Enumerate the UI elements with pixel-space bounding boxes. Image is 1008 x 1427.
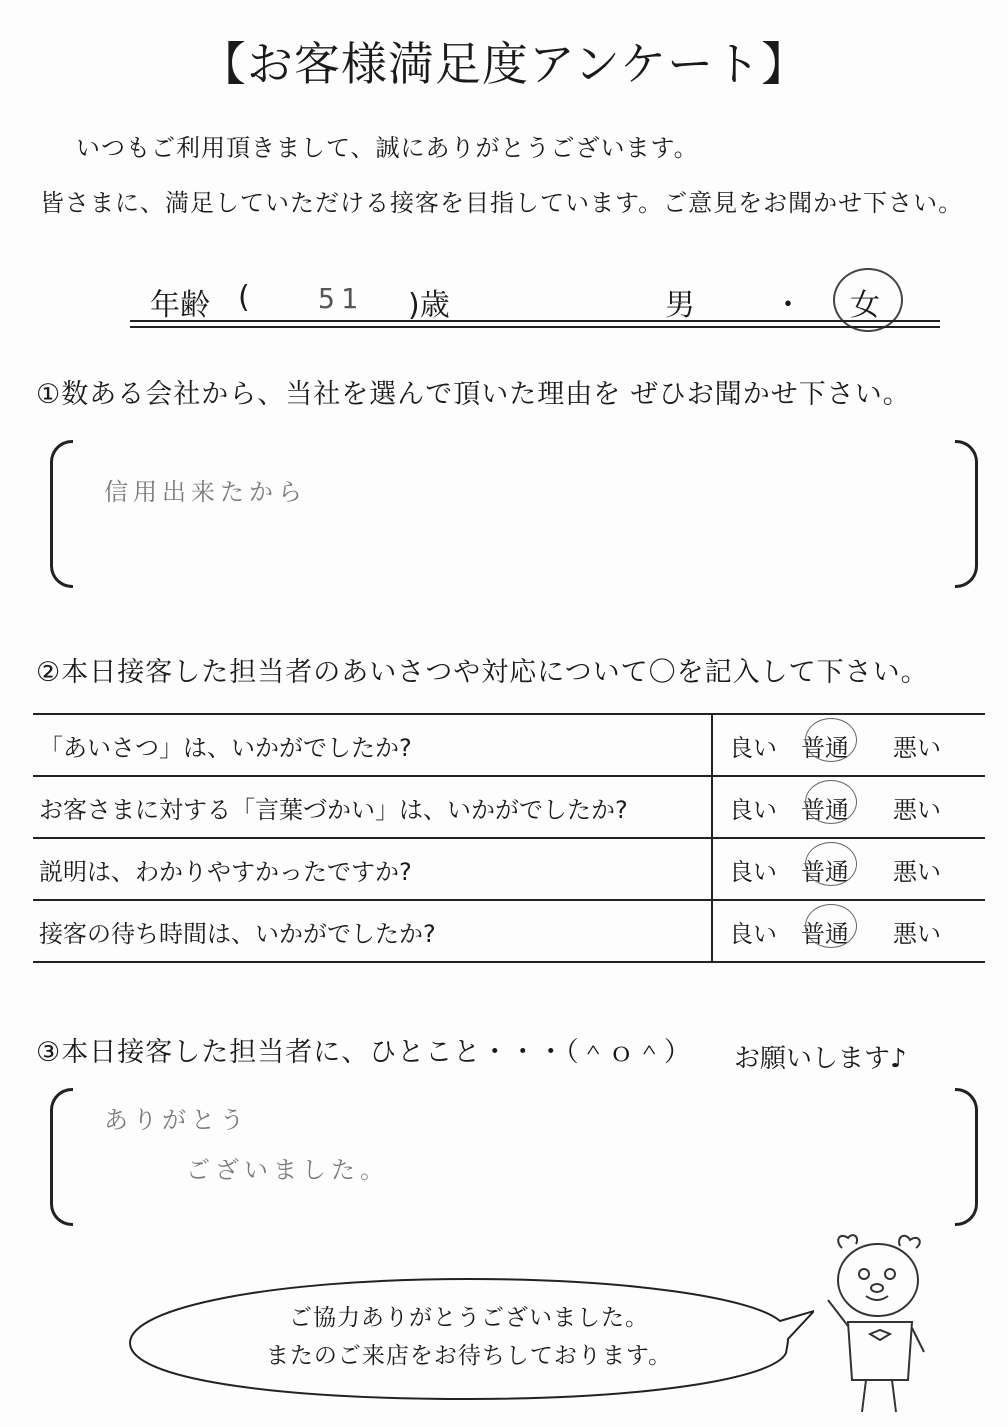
rating-option-label: 良い — [729, 919, 777, 948]
rating-option-label: 悪い — [893, 795, 941, 824]
request-note: お願いします♪ — [734, 1044, 907, 1074]
rating-option[interactable] — [801, 790, 893, 825]
age-unit: )歳 — [408, 288, 450, 323]
selected-circle-mark — [805, 718, 857, 762]
selected-circle-mark — [805, 780, 857, 824]
rating-option-label: 普通 — [801, 857, 849, 886]
rating-option[interactable] — [801, 852, 893, 887]
rating-option-label: 悪い — [893, 857, 941, 886]
speech-bubble-shape — [124, 1265, 814, 1405]
age-open-paren: ( — [238, 280, 250, 315]
answer-3-line-2[interactable]: ございました。 — [186, 1156, 389, 1184]
rating-row — [33, 714, 985, 776]
rating-row — [33, 838, 985, 900]
gender-separator: ・ — [773, 288, 803, 323]
rating-option-label: 良い — [729, 795, 777, 824]
rating-option-label: 普通 — [801, 795, 849, 824]
rating-option[interactable] — [729, 852, 801, 887]
rating-option-label: 普通 — [801, 919, 849, 948]
rating-question: 「あいさつ」は、いかがでしたか? — [33, 714, 712, 776]
rating-option-label: 悪い — [893, 919, 941, 948]
intro-line-1: いつもご利用頂きまして、誠にありがとうございます。 — [76, 134, 699, 162]
rating-options — [712, 714, 985, 776]
age-field[interactable]: 51 — [318, 282, 364, 315]
selected-circle-mark — [805, 904, 857, 948]
mascot-illustration — [812, 1230, 942, 1420]
survey-title: 【お客様満足度アンケート】 — [199, 37, 809, 91]
age-label: 年齢 — [150, 288, 210, 323]
selected-circle-mark — [805, 842, 857, 886]
rating-row — [33, 900, 985, 962]
rating-option-label: 良い — [729, 857, 777, 886]
rating-option[interactable] — [729, 728, 801, 763]
rating-row — [33, 776, 985, 838]
rating-option[interactable] — [729, 790, 801, 825]
rating-option-label: 良い — [729, 733, 777, 762]
rating-option[interactable] — [893, 790, 941, 825]
question-1: ①数ある会社から、当社を選んで頂いた理由を ぜひお聞かせ下さい。 — [36, 379, 911, 410]
mascot-drawing — [812, 1230, 942, 1420]
answer-3-right-bracket — [955, 1088, 978, 1226]
gender-option-male[interactable]: 男 — [665, 288, 695, 323]
question-3: ③本日接客した担当者に、ひとこと・・・（＾ｏ＾） — [36, 1037, 692, 1068]
rating-option[interactable] — [893, 728, 941, 763]
question-2: ②本日接客した担当者のあいさつや対応について〇を記入して下さい。 — [36, 657, 929, 688]
rating-option[interactable] — [893, 914, 941, 949]
rating-option-label: 普通 — [801, 733, 849, 762]
rating-table — [33, 713, 985, 963]
rating-question: お客さまに対する「言葉づかい」は、いかがでしたか? — [33, 776, 712, 838]
answer-1-right-bracket — [955, 440, 978, 588]
profile-underline — [130, 320, 940, 322]
rating-option-label: 悪い — [893, 733, 941, 762]
answer-3-left-bracket — [50, 1088, 73, 1226]
rating-option[interactable] — [729, 914, 801, 949]
rating-question: 説明は、わかりやすかったですか? — [33, 838, 712, 900]
rating-question: 接客の待ち時間は、いかがでしたか? — [33, 900, 712, 962]
closing-line-1: ご協力ありがとうございました。 — [289, 1305, 649, 1331]
gender-option-female[interactable]: 女 — [850, 288, 880, 323]
profile-underline-2 — [130, 326, 940, 328]
intro-line-2: 皆さまに、満足していただける接客を目指しています。ご意見をお聞かせ下さい。 — [40, 189, 964, 217]
rating-option[interactable] — [801, 728, 893, 763]
answer-1-field[interactable]: 信用出来たから — [104, 478, 307, 506]
rating-options — [712, 900, 985, 962]
speech-bubble — [124, 1265, 814, 1405]
closing-line-2: またのご来店をお待ちしております。 — [265, 1343, 673, 1369]
rating-option[interactable] — [801, 914, 893, 949]
rating-options — [712, 776, 985, 838]
answer-3-line-1[interactable]: ありがとう — [104, 1106, 249, 1134]
answer-1-left-bracket — [50, 440, 73, 588]
rating-options — [712, 838, 985, 900]
rating-option[interactable] — [893, 852, 941, 887]
